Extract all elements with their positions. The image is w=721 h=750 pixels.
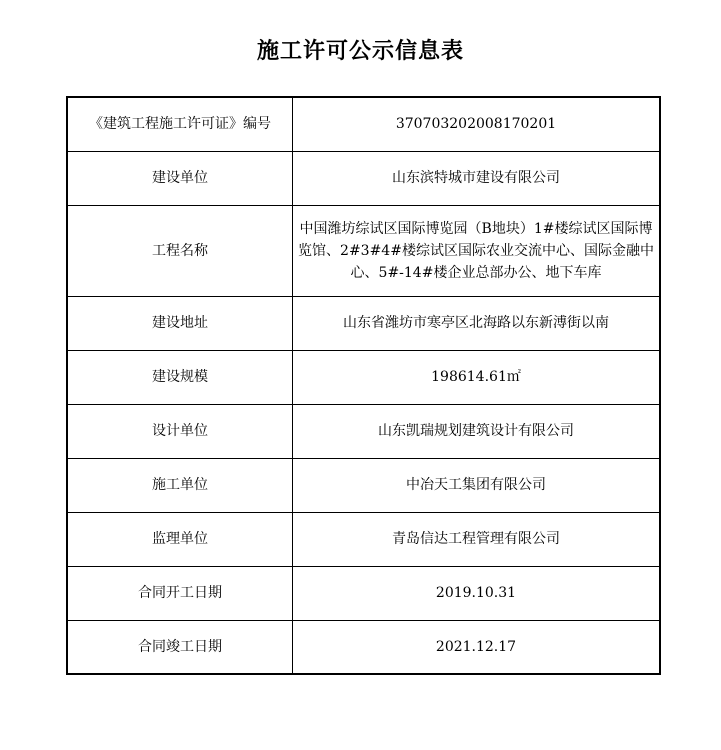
row-label-design-unit: 设计单位 [67, 404, 293, 458]
row-label-developer: 建设单位 [67, 151, 293, 205]
row-label-start-date: 合同开工日期 [67, 566, 293, 620]
table-row [67, 296, 660, 350]
row-value-start-date: 2019.10.31 [293, 566, 661, 620]
row-value-developer: 山东滨特城市建设有限公司 [293, 151, 661, 205]
table-row [67, 404, 660, 458]
row-value-design-unit: 山东凯瑞规划建筑设计有限公司 [293, 404, 661, 458]
table-row [67, 512, 660, 566]
table-row [67, 458, 660, 512]
permit-info-table [66, 96, 661, 675]
row-label-address: 建设地址 [67, 296, 293, 350]
row-value-construction-unit: 中冶天工集团有限公司 [293, 458, 661, 512]
row-value-completion-date: 2021.12.17 [293, 620, 661, 674]
row-label-scale: 建设规模 [67, 350, 293, 404]
row-label-completion-date: 合同竣工日期 [67, 620, 293, 674]
table-row [67, 350, 660, 404]
row-value-supervision-unit: 青岛信达工程管理有限公司 [293, 512, 661, 566]
table-row [67, 566, 660, 620]
row-value-address: 山东省潍坊市寒亭区北海路以东新溥街以南 [293, 296, 661, 350]
table-row [67, 205, 660, 296]
row-value-project-name: 中国潍坊综试区国际博览园（B地块）1#楼综试区国际博览馆、2#3#4#楼综试区国际农业交流中心、国际金融中心、5#-14#楼企业总部办公、地下车库 [293, 205, 661, 296]
row-label-project-name: 工程名称 [67, 205, 293, 296]
row-label-permit-number: 《建筑工程施工许可证》编号 [67, 97, 293, 151]
table-row [67, 620, 660, 674]
row-value-scale: 198614.61㎡ [293, 350, 661, 404]
row-label-construction-unit: 施工单位 [67, 458, 293, 512]
row-value-permit-number: 370703202008170201 [293, 97, 661, 151]
row-label-supervision-unit: 监理单位 [67, 512, 293, 566]
table-row [67, 151, 660, 205]
page-title: 施工许可公示信息表 [256, 39, 464, 64]
table-row [67, 97, 660, 151]
